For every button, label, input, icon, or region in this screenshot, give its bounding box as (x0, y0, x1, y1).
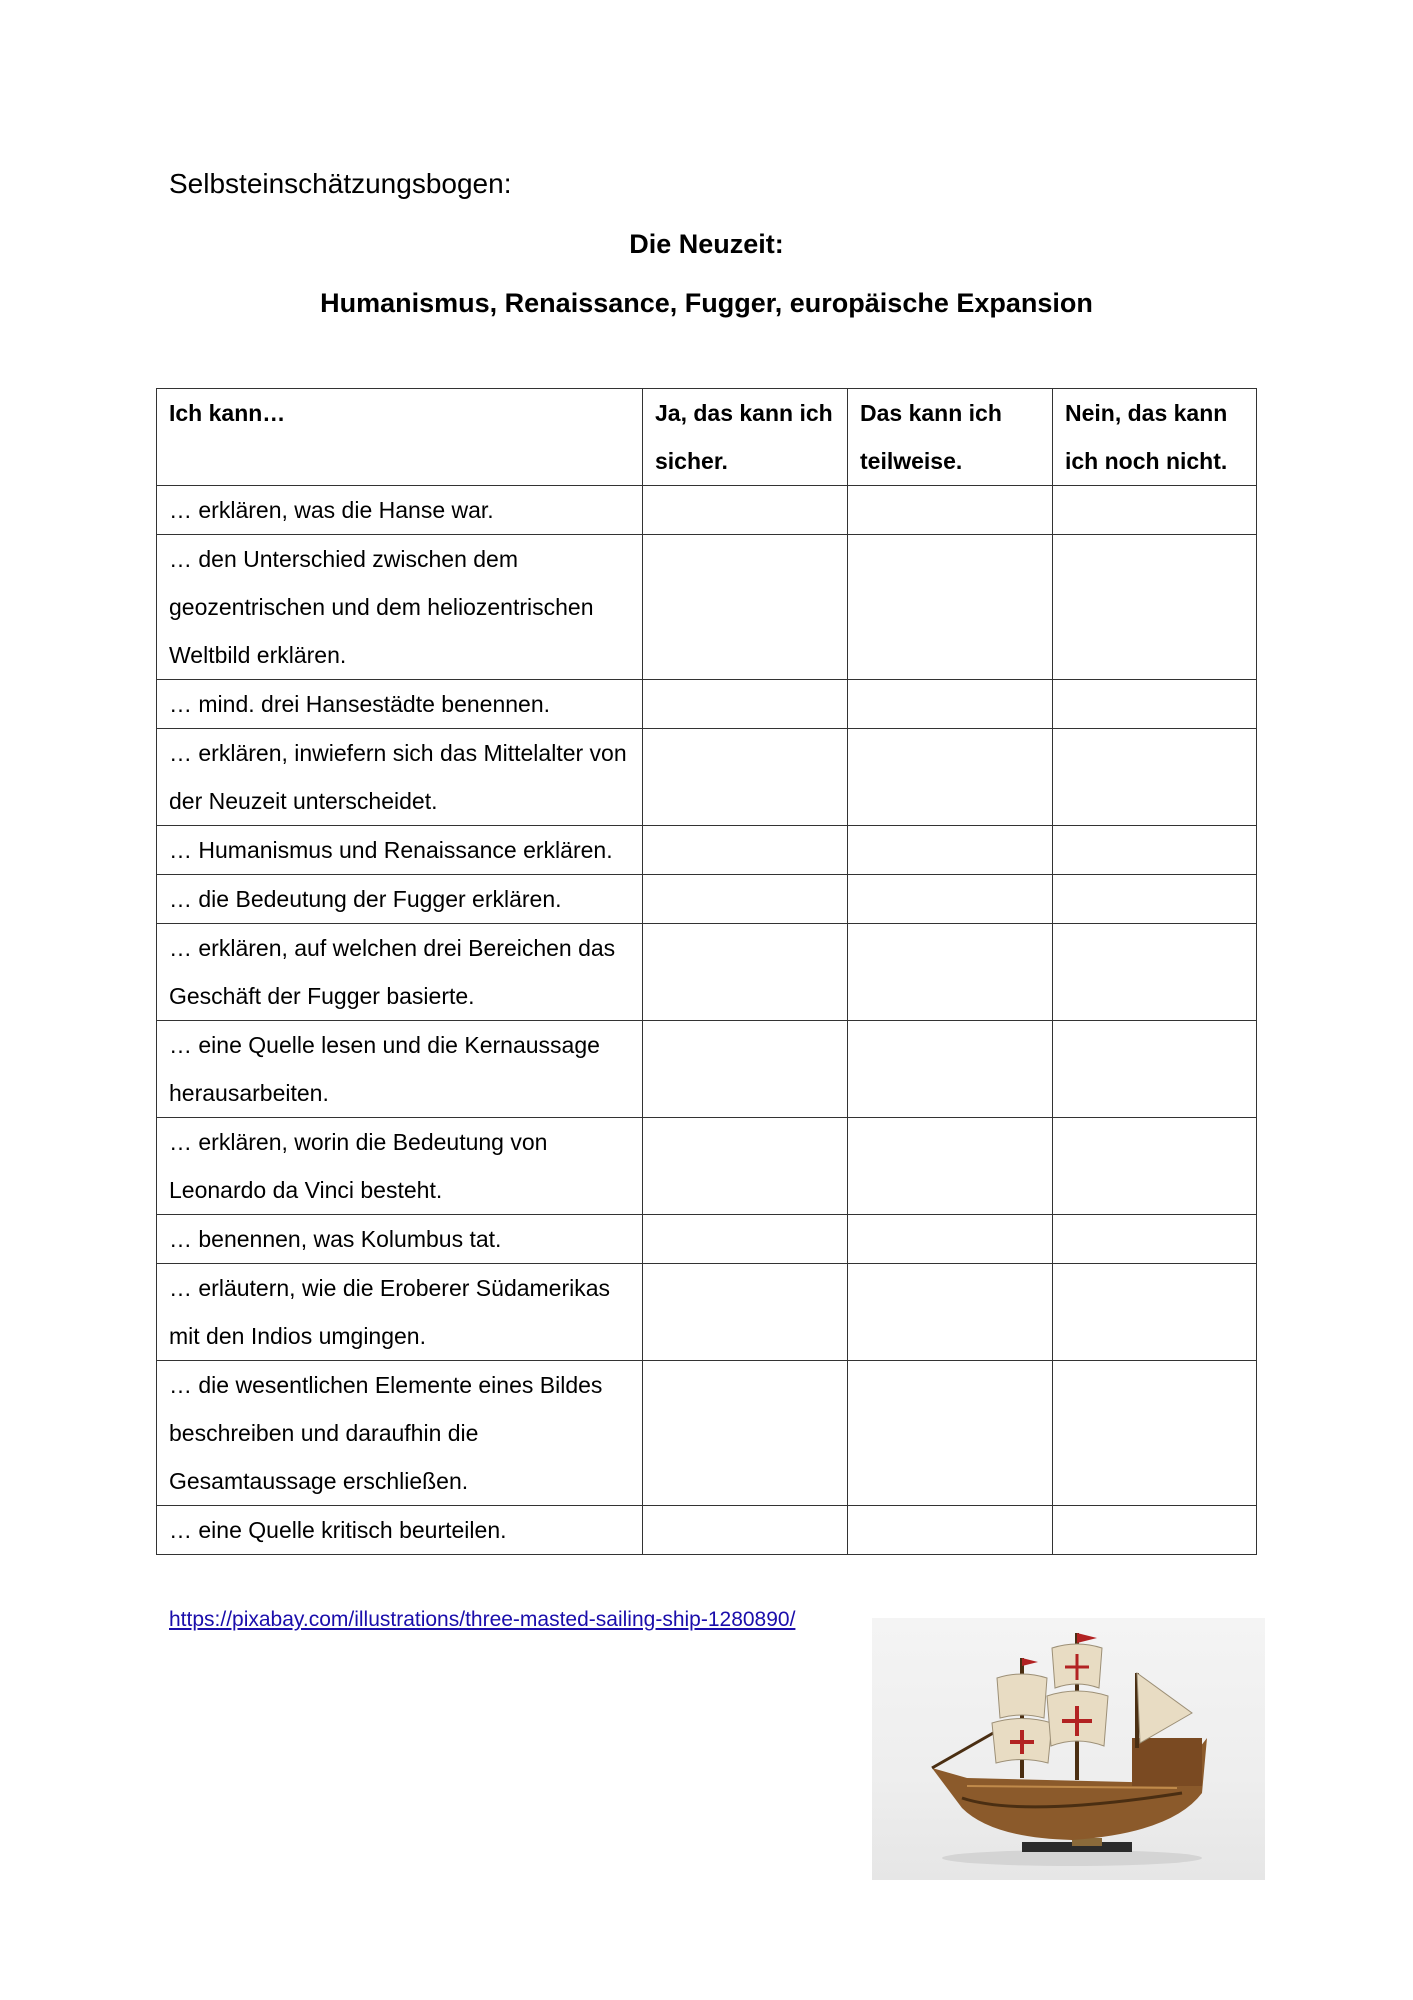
skill-text: … die wesentlichen Elemente eines Bildes beschreiben und daraufhin die Gesamtaussage erschließen. (169, 1372, 603, 1494)
skill-cell (157, 875, 643, 924)
yes-cell[interactable] (643, 729, 848, 826)
yes-cell[interactable] (643, 486, 848, 535)
no-cell[interactable] (1053, 826, 1257, 875)
skill-text: … Humanismus und Renaissance erklären. (169, 837, 613, 863)
skill-text: … den Unterschied zwischen dem geozentrischen und dem heliozentrischen Weltbild erklären. (169, 546, 594, 668)
partly-cell[interactable] (848, 486, 1053, 535)
image-source-link[interactable]: https://pixabay.com/illustrations/three-masted-sailing-ship-1280890/ (169, 1608, 796, 1631)
yes-cell[interactable] (643, 1215, 848, 1264)
skill-cell (157, 1021, 643, 1118)
partly-cell[interactable] (848, 680, 1053, 729)
yes-cell[interactable] (643, 1506, 848, 1555)
table-header-row (157, 389, 1257, 486)
skill-cell (157, 535, 643, 680)
yes-cell[interactable] (643, 924, 848, 1021)
skill-cell (157, 1506, 643, 1555)
skill-cell (157, 1118, 643, 1215)
no-cell[interactable] (1053, 924, 1257, 1021)
no-cell[interactable] (1053, 875, 1257, 924)
partly-cell[interactable] (848, 1506, 1053, 1555)
header-yes: Ja, das kann ich sicher. (643, 389, 848, 486)
no-cell[interactable] (1053, 1264, 1257, 1361)
no-cell[interactable] (1053, 680, 1257, 729)
skill-text: … benennen, was Kolumbus tat. (169, 1226, 502, 1252)
no-cell[interactable] (1053, 1506, 1257, 1555)
self-assessment-table (156, 388, 1257, 1555)
skill-cell (157, 924, 643, 1021)
partly-cell[interactable] (848, 924, 1053, 1021)
page-subtitle: Humanismus, Renaissance, Fugger, europäische Expansion (320, 288, 1093, 318)
skill-text: … erklären, was die Hanse war. (169, 497, 494, 523)
table-row (157, 680, 1257, 729)
header-partly: Das kann ich teilweise. (848, 389, 1053, 486)
table-row (157, 924, 1257, 1021)
sailing-ship-image (872, 1618, 1265, 1880)
skill-cell (157, 486, 643, 535)
skill-text: … erklären, auf welchen drei Bereichen das Geschäft der Fugger basierte. (169, 935, 616, 1009)
skill-text: … die Bedeutung der Fugger erklären. (169, 886, 562, 912)
no-cell[interactable] (1053, 535, 1257, 680)
partly-cell[interactable] (848, 875, 1053, 924)
header-skill: Ich kann… (157, 389, 643, 486)
skill-cell (157, 1264, 643, 1361)
skill-cell (157, 1215, 643, 1264)
partly-cell[interactable] (848, 1264, 1053, 1361)
partly-cell[interactable] (848, 1215, 1053, 1264)
no-cell[interactable] (1053, 486, 1257, 535)
table-row (157, 1361, 1257, 1506)
partly-cell[interactable] (848, 826, 1053, 875)
header-no: Nein, das kann ich noch nicht. (1053, 389, 1257, 486)
partly-cell[interactable] (848, 535, 1053, 680)
table-row (157, 1264, 1257, 1361)
table-row (157, 729, 1257, 826)
table-row (157, 826, 1257, 875)
skill-text: … mind. drei Hansestädte benennen. (169, 691, 551, 717)
table-row (157, 1215, 1257, 1264)
no-cell[interactable] (1053, 1021, 1257, 1118)
yes-cell[interactable] (643, 875, 848, 924)
skill-text: … erklären, inwiefern sich das Mittelalter von der Neuzeit unterscheidet. (169, 740, 627, 814)
yes-cell[interactable] (643, 1361, 848, 1506)
skill-cell (157, 1361, 643, 1506)
table-row (157, 1021, 1257, 1118)
skill-text: … erklären, worin die Bedeutung von Leonardo da Vinci besteht. (169, 1129, 548, 1203)
skill-text: … erläutern, wie die Eroberer Südamerikas mit den Indios umgingen. (169, 1275, 611, 1349)
skill-cell (157, 826, 643, 875)
table-row (157, 535, 1257, 680)
partly-cell[interactable] (848, 1361, 1053, 1506)
no-cell[interactable] (1053, 1118, 1257, 1215)
table-row (157, 1506, 1257, 1555)
table-row (157, 875, 1257, 924)
partly-cell[interactable] (848, 729, 1053, 826)
no-cell[interactable] (1053, 1361, 1257, 1506)
skill-text: … eine Quelle lesen und die Kernaussage herausarbeiten. (169, 1032, 600, 1106)
three-masted-sailing-ship-icon (872, 1618, 1265, 1880)
sheet-label: Selbsteinschätzungsbogen: (169, 168, 512, 199)
yes-cell[interactable] (643, 1021, 848, 1118)
yes-cell[interactable] (643, 1118, 848, 1215)
yes-cell[interactable] (643, 1264, 848, 1361)
no-cell[interactable] (1053, 1215, 1257, 1264)
no-cell[interactable] (1053, 729, 1257, 826)
skill-cell (157, 729, 643, 826)
yes-cell[interactable] (643, 680, 848, 729)
table-row (157, 1118, 1257, 1215)
table-row (157, 486, 1257, 535)
partly-cell[interactable] (848, 1118, 1053, 1215)
yes-cell[interactable] (643, 535, 848, 680)
skill-text: … eine Quelle kritisch beurteilen. (169, 1517, 507, 1543)
skill-cell (157, 680, 643, 729)
yes-cell[interactable] (643, 826, 848, 875)
page-title: Die Neuzeit: (629, 229, 784, 259)
partly-cell[interactable] (848, 1021, 1053, 1118)
